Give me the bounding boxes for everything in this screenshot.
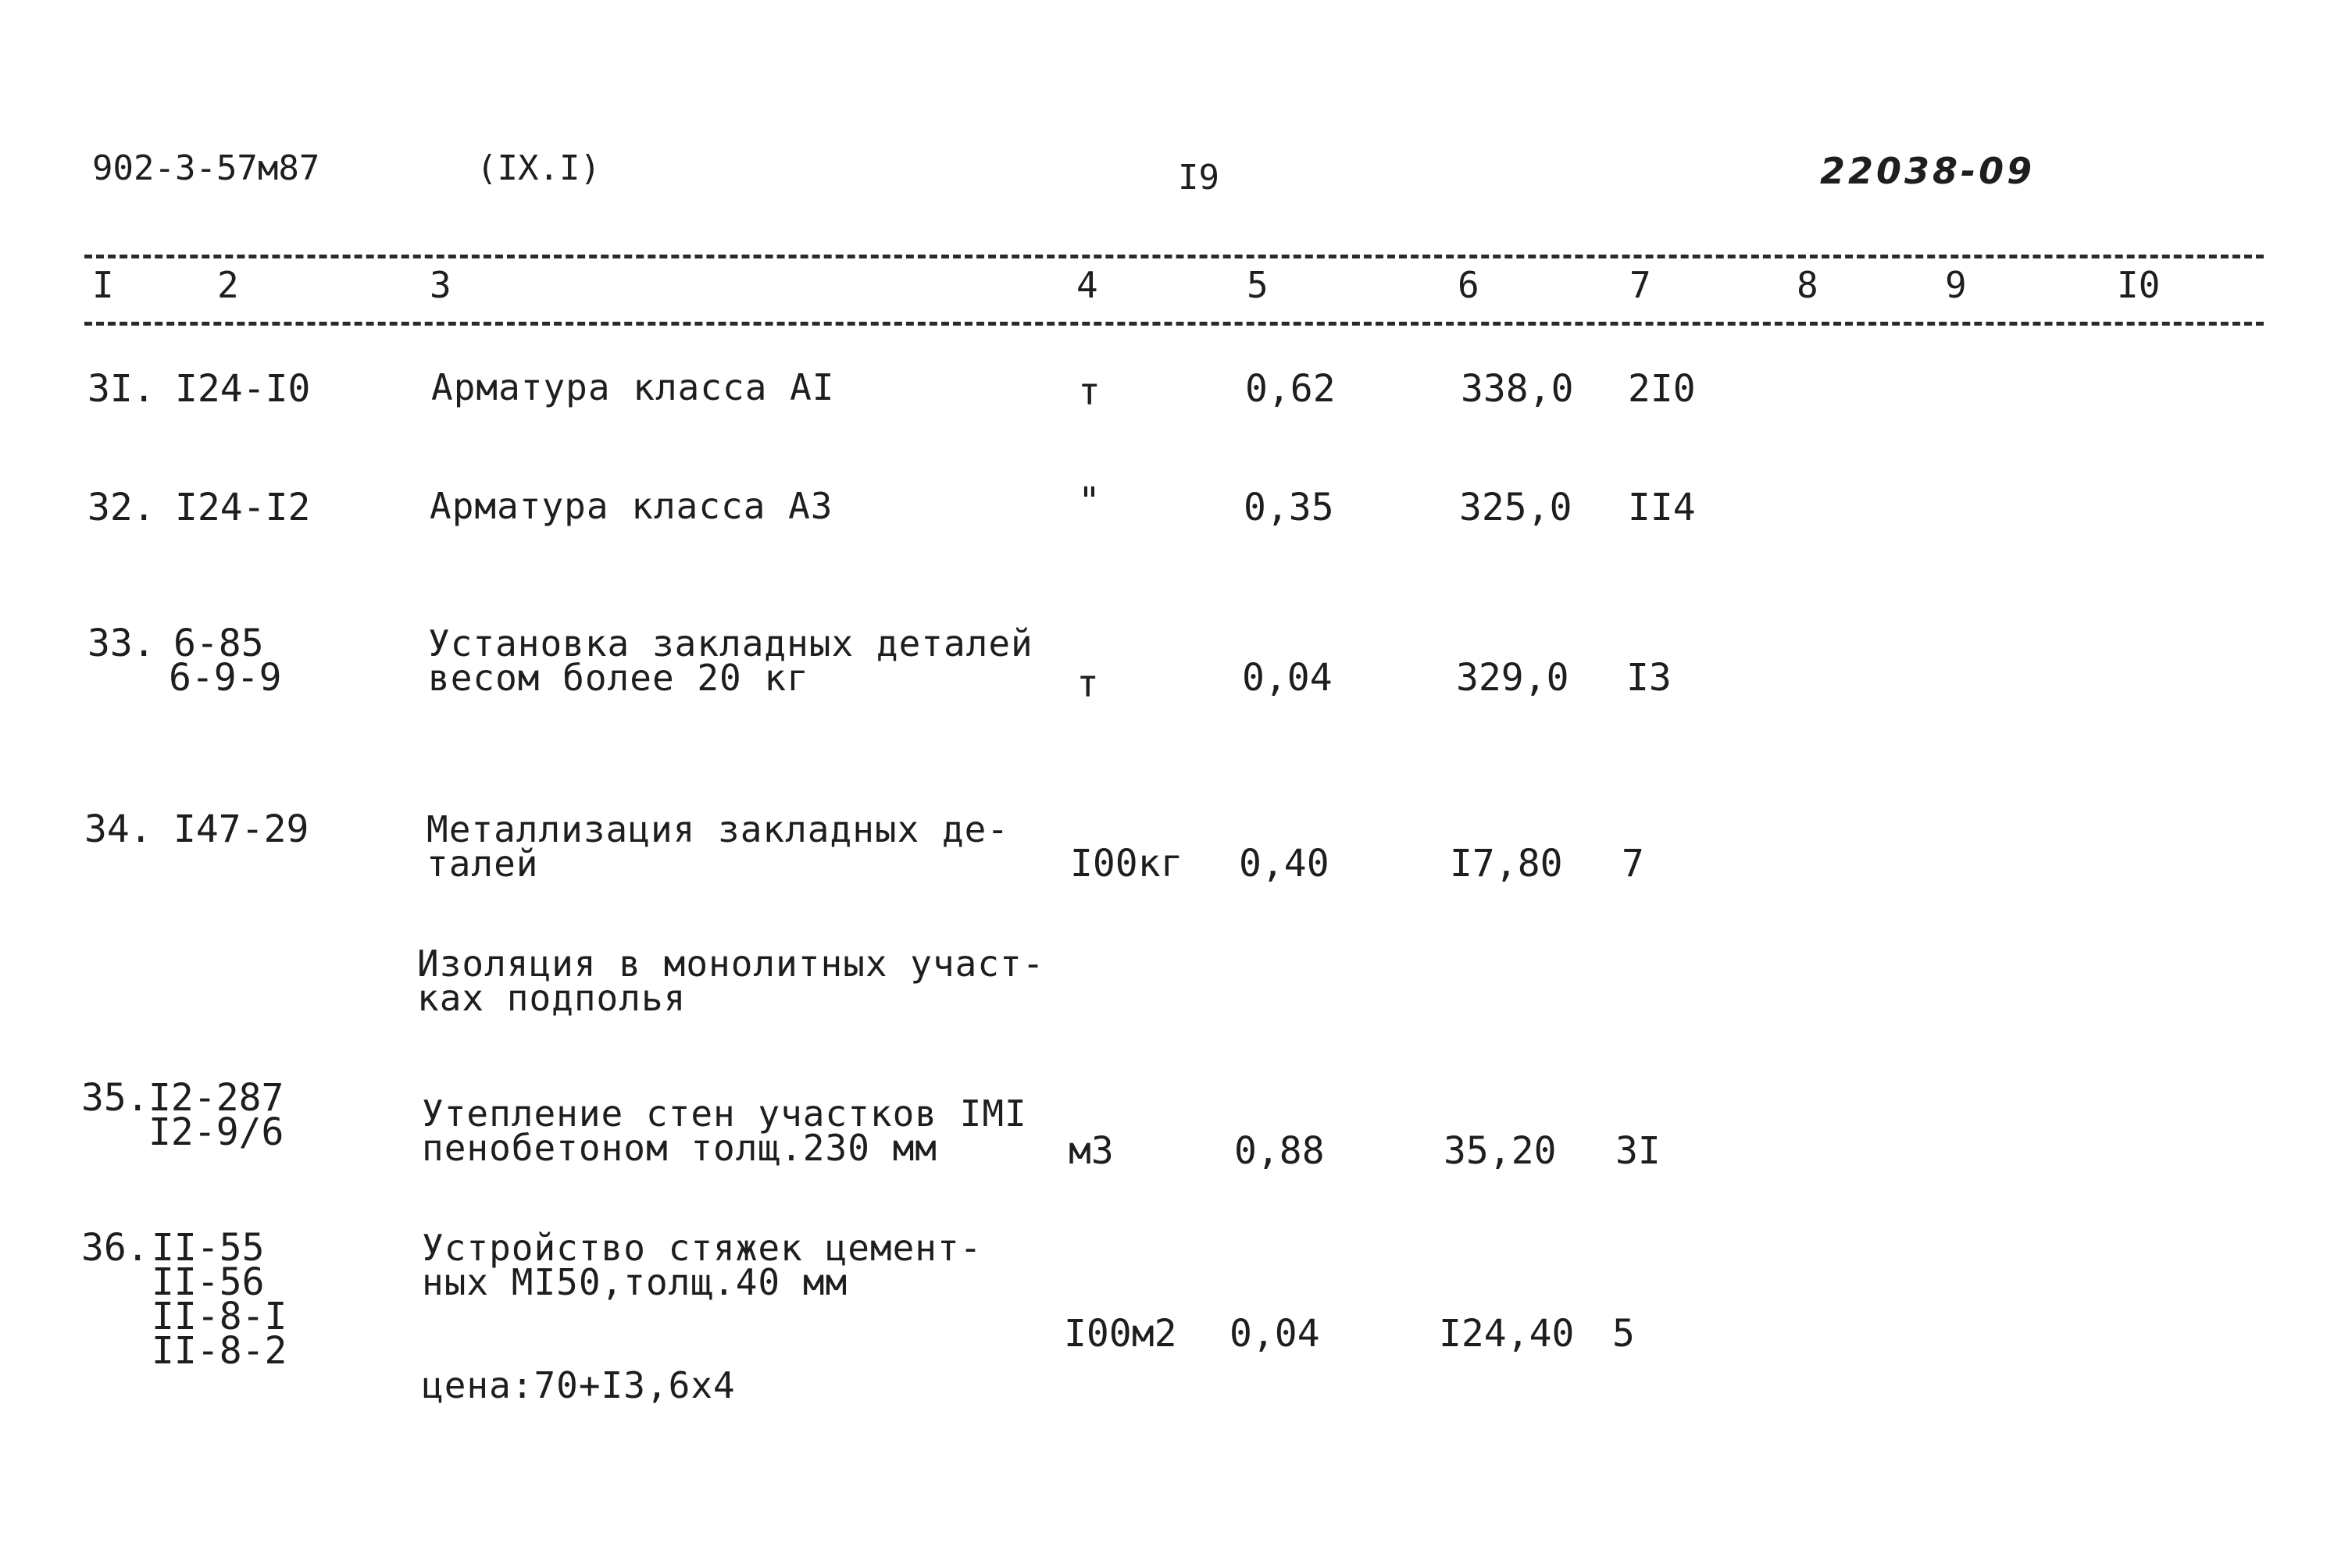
column-header-7: 7 [1629,264,1651,306]
row-code: 6-9-9 [169,656,282,700]
row-code: II-8-I [152,1295,287,1338]
row-description: Арматура класса A3 [430,485,833,527]
row-unit-price: 338,0 [1461,367,1574,411]
row-unit: м3 [1069,1129,1114,1173]
row-quantity: 0,04 [1229,1312,1320,1356]
row-description: ных MI50,толщ.40 мм [422,1261,848,1303]
row-number: 34. [84,807,152,851]
section-code: (IX.I) [476,148,601,188]
row-number: 32. [87,486,155,529]
row-total: 5 [1612,1312,1635,1356]
row-code: I24-I0 [175,367,311,411]
section-heading-line: ках подполья [417,977,687,1019]
column-header-6: 6 [1458,264,1479,306]
row-price-note: цена:70+I3,6x4 [422,1364,736,1406]
row-code: II-55 [152,1226,265,1270]
row-description: весом более 20 кг [428,657,809,699]
row-unit-price: 329,0 [1456,656,1569,700]
row-code: II-8-2 [152,1329,287,1373]
page-number: I9 [1178,158,1219,198]
row-description: Арматура класса AI [431,366,835,408]
header-bottom-rule [84,322,2264,326]
column-header-9: 9 [1945,264,1967,306]
column-header-1: I [92,264,114,306]
row-code: II-56 [152,1260,265,1304]
row-code: I47-29 [173,807,309,851]
row-unit: т [1076,662,1099,706]
row-number: 36. [81,1226,149,1270]
row-quantity: 0,35 [1244,486,1334,529]
doc-code: 902-3-57м87 [92,148,320,188]
column-header-5: 5 [1247,264,1269,306]
column-header-2: 2 [217,264,239,306]
row-number: 35. [81,1076,149,1120]
row-unit-price: 325,0 [1459,486,1572,529]
row-quantity: 0,62 [1245,367,1336,411]
row-quantity: 0,40 [1239,842,1329,886]
column-header-4: 4 [1076,264,1098,306]
row-number: 3I. [87,367,155,411]
row-total: 2I0 [1628,367,1696,411]
row-unit-price: I7,80 [1450,842,1563,886]
row-code: I24-I2 [175,486,311,529]
row-number: 33. [87,622,155,665]
column-header-10: I0 [2117,264,2161,306]
column-header-3: 3 [430,264,451,306]
header-top-rule [84,255,2264,258]
row-quantity: 0,04 [1242,656,1333,700]
row-total: 7 [1622,842,1644,886]
row-description: Устройство стяжек цемент- [422,1227,983,1269]
row-unit-price: I24,40 [1439,1312,1575,1356]
row-total: 3I [1615,1129,1661,1173]
section-heading-line: Изоляция в монолитных участ- [417,943,1045,985]
row-unit: I00кг [1070,842,1183,886]
row-description: пенобетоном толщ.230 мм [422,1127,937,1169]
row-total: II4 [1628,486,1696,529]
row-code: I2-287 [148,1076,284,1120]
row-unit: т [1078,370,1101,414]
row-description: Металлизация закладных де- [426,808,1010,850]
row-total: I3 [1626,656,1672,700]
row-description: Установка закладных деталей [428,622,1033,665]
row-description: талей [426,843,539,885]
row-unit: I00м2 [1064,1312,1177,1356]
row-unit: " [1078,479,1101,523]
row-unit-price: 35,20 [1444,1129,1557,1173]
row-code: I2-9/6 [148,1110,284,1154]
row-description: Утепление стен участков IMI [422,1092,1027,1135]
archive-stamp-number: 22038-09 [1820,150,2036,192]
row-quantity: 0,88 [1234,1129,1325,1173]
row-code: 6-85 [173,622,264,665]
column-header-8: 8 [1797,264,1818,306]
